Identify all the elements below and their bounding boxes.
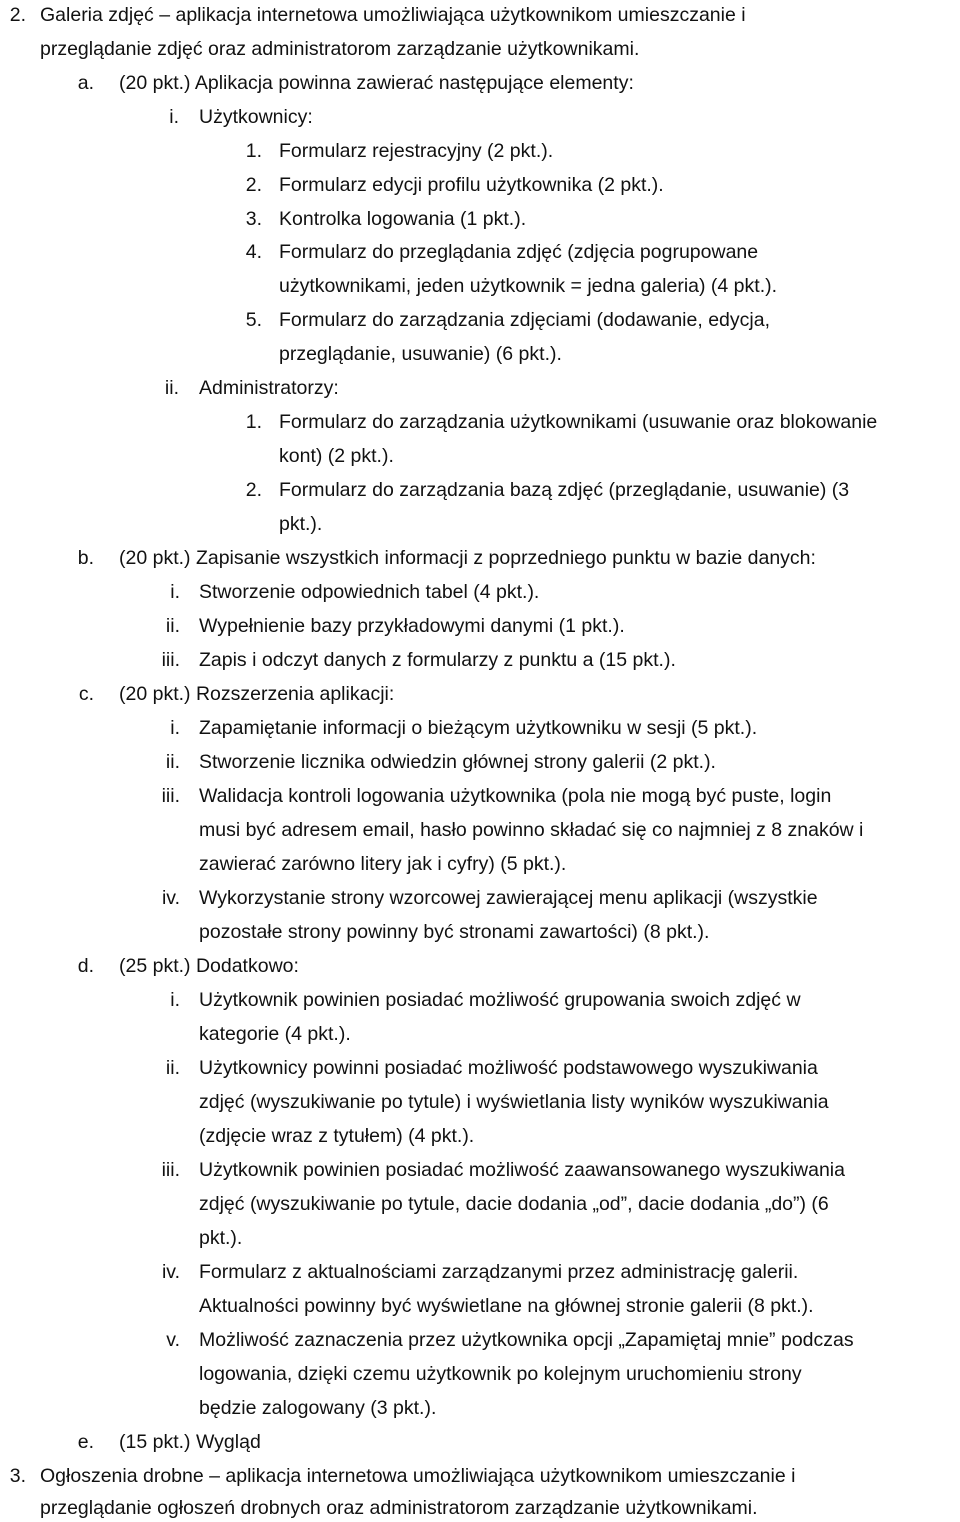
item-2-text-line-1: Galeria zdjęć – aplikacja internetowa umożliwiająca użytkownikom umieszczanie i (40, 4, 746, 26)
list-item-line: Aktualności powinny być wyświetlane na głównej stronie galerii (8 pkt.). (199, 1295, 814, 1317)
list-item-line: logowania, dzięki czemu użytkownik po kolejnym uruchomieniu strony (199, 1363, 802, 1385)
list-item-marker: ii. (165, 751, 180, 773)
list-item-line: Formularz do zarządzania użytkownikami (usuwanie oraz blokowanie (279, 411, 878, 433)
list-item-line: zdjęć (wyszukiwanie po tytule) i wyświetlania listy wyników wyszukiwania (199, 1091, 829, 1113)
list-item-marker: 3. (245, 208, 262, 230)
list-item-line: Formularz do zarządzania bazą zdjęć (przeglądanie, usuwanie) (3 (279, 479, 850, 501)
subsection-a-i-marker: i. (169, 106, 179, 128)
list-item-line: Możliwość zaznaczenia przez użytkownika opcji „Zapamiętaj mnie” podczas (199, 1329, 854, 1351)
list-item-line: Zapamiętanie informacji o bieżącym użytkowniku w sesji (5 pkt.). (199, 717, 758, 739)
list-item-line: pozostałe strony powinny być stronami zawartości) (8 pkt.). (199, 921, 710, 943)
list-item-marker: 1. (245, 411, 262, 433)
list-item-marker: 2. (245, 174, 262, 196)
list-item-line: Walidacja kontroli logowania użytkownika (pola nie mogą być puste, login (199, 785, 832, 807)
list-item-line: Zapis i odczyt danych z formularzy z punktu a (15 pkt.). (199, 649, 676, 671)
list-item-line: Użytkownik powinien posiadać możliwość grupowania swoich zdjęć w (199, 989, 801, 1011)
list-item-marker: v. (166, 1329, 180, 1351)
list-item-line: zawierać zarówno litery jak i cyfry) (5 pkt.). (199, 853, 567, 875)
list-item-marker: iii. (161, 785, 180, 807)
section-a-marker: a. (77, 72, 94, 94)
list-item-marker: 1. (245, 140, 262, 162)
list-item-line: pkt.). (279, 513, 323, 535)
list-item-line: zdjęć (wyszukiwanie po tytule, dacie dodania „od”, dacie dodania „do”) (6 (199, 1193, 829, 1215)
list-item-marker: iii. (161, 649, 180, 671)
list-item-line: Stworzenie odpowiednich tabel (4 pkt.). (199, 581, 540, 603)
list-item-line: Kontrolka logowania (1 pkt.). (279, 208, 527, 230)
item-2-text-line-2: przeglądanie zdjęć oraz administratorom zarządzanie użytkownikami. (40, 38, 640, 60)
list-item-line: pkt.). (199, 1227, 243, 1249)
section-b-heading: (20 pkt.) Zapisanie wszystkich informacji z poprzedniego punktu w bazie danych: (119, 547, 816, 569)
list-item-line: będzie zalogowany (3 pkt.). (199, 1397, 437, 1419)
list-item-marker: ii. (165, 615, 180, 637)
item-2-number: 2. (9, 4, 26, 26)
list-item-marker: ii. (165, 1057, 180, 1079)
list-item-marker: iii. (161, 1159, 180, 1181)
section-a-heading: (20 pkt.) Aplikacja powinna zawierać następujące elementy: (119, 72, 634, 94)
list-item-marker: i. (170, 581, 180, 603)
list-item-marker: 5. (245, 309, 262, 331)
list-item-line: kategorie (4 pkt.). (199, 1023, 351, 1045)
list-item-line: Formularz do zarządzania zdjęciami (dodawanie, edycja, (279, 309, 770, 331)
list-item-line: Formularz edycji profilu użytkownika (2 pkt.). (279, 174, 664, 196)
section-b-marker: b. (77, 547, 94, 569)
item-3-text-line-1: Ogłoszenia drobne – aplikacja internetowa umożliwiająca użytkownikom umieszczanie i (40, 1465, 796, 1487)
list-item-line: Użytkownik powinien posiadać możliwość zaawansowanego wyszukiwania (199, 1159, 845, 1181)
section-e-heading: (15 pkt.) Wygląd (119, 1431, 261, 1453)
list-item-line: Formularz z aktualnościami zarządzanymi przez administrację galerii. (199, 1261, 799, 1283)
subsection-a-ii-marker: ii. (164, 377, 179, 399)
section-d-marker: d. (77, 955, 94, 977)
section-c-marker: c. (78, 683, 94, 705)
list-item-line: użytkownikami, jeden użytkownik = jedna galeria) (4 pkt.). (279, 275, 778, 297)
list-item-marker: 2. (245, 479, 262, 501)
list-item-line: Wykorzystanie strony wzorcowej zawierającej menu aplikacji (wszystkie (199, 887, 818, 909)
list-item-line: Stworzenie licznika odwiedzin głównej strony galerii (2 pkt.). (199, 751, 716, 773)
list-item-marker: 4. (245, 241, 262, 263)
list-item-line: Wypełnienie bazy przykładowymi danymi (1 pkt.). (199, 615, 625, 637)
subsection-a-ii-heading: Administratorzy: (199, 377, 339, 399)
list-item-marker: iv. (161, 1261, 180, 1283)
list-item-line: kont) (2 pkt.). (279, 445, 394, 467)
list-item-line: Formularz rejestracyjny (2 pkt.). (279, 140, 554, 162)
list-item-line: przeglądanie, usuwanie) (6 pkt.). (279, 343, 562, 365)
item-3-number: 3. (9, 1465, 26, 1487)
list-item-marker: i. (170, 989, 180, 1011)
subsection-a-i-heading: Użytkownicy: (199, 106, 313, 128)
list-item-line: (zdjęcie wraz z tytułem) (4 pkt.). (199, 1125, 475, 1147)
section-e-marker: e. (77, 1431, 94, 1453)
list-item-marker: iv. (161, 887, 180, 909)
list-item-marker: i. (170, 717, 180, 739)
item-3-text-line-2: przeglądanie ogłoszeń drobnych oraz administratorom zarządzanie użytkownikami. (40, 1497, 758, 1519)
list-item-line: musi być adresem email, hasło powinno składać się co najmniej z 8 znaków i (199, 819, 864, 841)
section-d-heading: (25 pkt.) Dodatkowo: (119, 955, 299, 977)
list-item-line: Użytkownicy powinni posiadać możliwość podstawowego wyszukiwania (199, 1057, 818, 1079)
list-item-line: Formularz do przeglądania zdjęć (zdjęcia pogrupowane (279, 241, 759, 263)
section-c-heading: (20 pkt.) Rozszerzenia aplikacji: (119, 683, 395, 705)
